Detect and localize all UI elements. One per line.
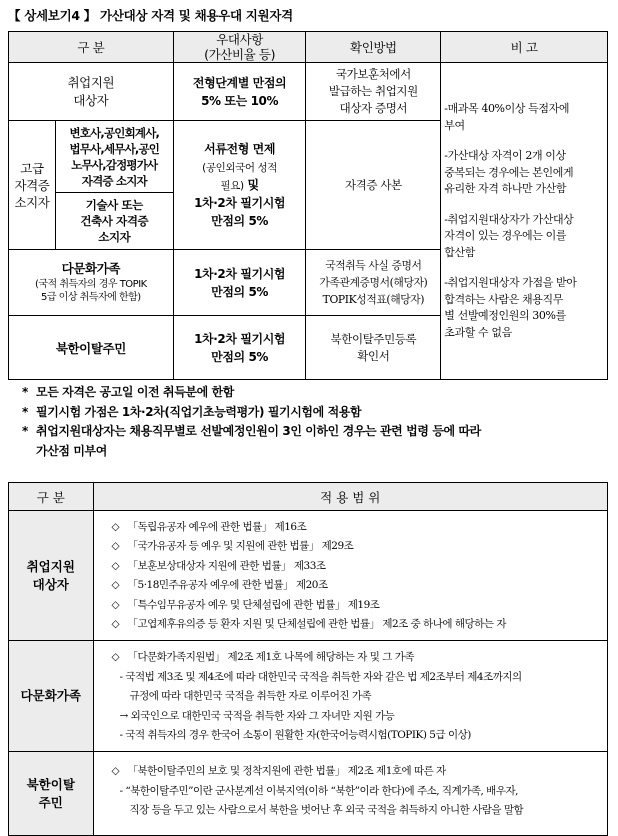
header-remarks: 비 고 — [441, 32, 608, 63]
header-benefit: 우대사항 (가산비율 등) — [173, 32, 306, 63]
scope-employment-category: 취업지원 대상자 — [9, 511, 94, 641]
list-item: ◇ 「5·18민주유공자 예우에 관한 법률」 제20조 — [111, 579, 328, 592]
footnote: * 취업지원대상자는 채용직무별로 선발예정인원이 3인 이하인 경우는 관련 법령 등에 따라 — [22, 424, 481, 438]
qualification-table — [8, 31, 608, 380]
scope-multicultural-category: 다문화가족 — [9, 641, 94, 752]
list-subitem: → 외국인으로 대한민국 국적을 취득한 자와 그 자녀만 지원 가능 — [119, 709, 395, 722]
benefit-main: 서류전형 면제 — [204, 142, 276, 156]
list-item: ◇ 「보훈보상대상자 지원에 관한 법률」 제33조 — [111, 559, 326, 572]
list-subitem: 규정에 따라 대한민국 국적을 취득한 자로 이루어진 가족 — [129, 690, 372, 703]
row-employment-verify: 국가보훈처에서 발급하는 취업지원 대상자 증명서 — [306, 63, 441, 121]
scope-northkorea-body — [93, 752, 607, 836]
scope-header-category: 구 분 — [9, 483, 94, 511]
list-item: ◇ 「북한이탈주민의 보호 및 정착지원에 관한 법률」 제2조 제1호에 따른 자 — [111, 765, 446, 778]
page-title: 【 상세보기4 】 가산대상 자격 및 채용우대 지원자격 — [8, 8, 293, 23]
scope-header-range: 적 용 범 위 — [93, 483, 607, 511]
remark-item: -가산대상 자격이 2개 이상 중복되는 경우에는 본인에게 유리한 자격 하나만 가산함 — [444, 149, 574, 195]
multicultural-sub: (국적 취득자의 경우 TOPIK 5급 이상 취득자에 한함) — [34, 279, 147, 303]
row-employment-category: 취업지원 대상자 — [9, 63, 174, 121]
footnote: * 모든 자격은 공고일 이전 취득분에 한함 — [22, 385, 234, 399]
row-northkorea-category: 북한이탈주민 — [9, 316, 174, 380]
header-verify: 확인방법 — [306, 32, 441, 63]
multicultural-title: 다문화가족 — [61, 261, 121, 276]
list-item: ◇ 「국가유공자 등 예우 및 지원에 관한 법률」 제29조 — [111, 540, 354, 553]
scope-employment-body — [93, 511, 607, 641]
remarks-cell — [441, 63, 608, 380]
row-advanced-category: 고급 자격증 소지자 — [9, 121, 56, 250]
list-item: ◇ 「다문화가족지원법」 제2조 제1호 나목에 해당하는 자 및 그 가족 — [111, 651, 415, 664]
scope-multicultural-body — [93, 641, 607, 752]
row-advanced-verify: 자격증 사본 — [306, 121, 441, 250]
row-multicultural-verify: 국적취득 사실 증명서 가족관계증명서(해당자) TOPIK성적표(해당자) — [306, 250, 441, 316]
list-item: ◇ 「특수임무유공자 예우 및 단체설립에 관한 법률」 제19조 — [111, 598, 380, 611]
row-employment-benefit: 전형단계별 만점의 5% 또는 10% — [173, 63, 306, 121]
list-subitem: 직장 등을 두고 있는 사람으로서 북한을 벗어난 후 외국 국적을 취득하지 아니한 사람을 말함 — [129, 804, 524, 817]
remark-item: -매과목 40%이상 득점자에 부여 — [444, 102, 570, 132]
remark-item: -취업지원대상자가 가산대상 자격이 있는 경우에는 이를 합산함 — [444, 212, 574, 259]
footnote-continued: 가산점 미부여 — [36, 443, 107, 458]
scope-table — [8, 482, 608, 836]
scope-northkorea-category: 북한이탈 주민 — [9, 752, 94, 836]
footnotes — [22, 383, 481, 461]
row-northkorea-verify: 북한이탈주민등록 확인서 — [306, 316, 441, 380]
list-subitem: - “북한이탈주민”이란 군사분계선 이북지역(이하 “북한”이라 한다)에 주소, 직계가족, 배우자, — [119, 784, 518, 797]
list-item: ◇ 「고엽제후유의증 등 환자 지원 및 단체설립에 관한 법률」 제2조 중 하나에 해당하는 자 — [111, 618, 506, 631]
benefit-rest: 1차·2차 필기시험 만점의 5% — [194, 196, 286, 228]
remark-item: -취업지원대상자 가점을 받아 합격하는 사람은 채용직무 별 선발예정인원의 30%를 초과할 수 없음 — [444, 276, 577, 339]
header-category: 구 분 — [9, 32, 174, 63]
row-advanced-benefit — [173, 121, 306, 250]
row-advanced-sub1: 변호사,공인회계사, 법무사,세무사,공인 노무사,감정평가사 자격증 소지자 — [55, 121, 173, 193]
row-multicultural-benefit: 1차·2차 필기시험 만점의 5% — [173, 250, 306, 316]
row-multicultural-category — [9, 250, 174, 316]
row-northkorea-benefit: 1차·2차 필기시험 만점의 5% — [173, 316, 306, 380]
benefit-sub: (공인외국어 성적 필요) 및 — [202, 162, 278, 192]
list-item: ◇ 「독립유공자 예우에 관한 법률」 제16조 — [111, 521, 307, 533]
list-subitem: - 국적 취득자의 경우 한국어 소통이 원활한 자(한국어능력시험(TOPIK) 5급 이상) — [119, 729, 471, 742]
footnote: * 필기시험 가점은 1차·2차(직업기초능력평가) 필기시험에 적용함 — [22, 404, 362, 419]
list-subitem: - 국적법 제3조 및 제4조에 따라 대한민국 국적을 취득한 자와 같은 법 제2조부터 제4조까지의 — [119, 670, 522, 683]
row-advanced-sub2: 기술사 또는 건축사 자격증 소지자 — [55, 193, 173, 250]
